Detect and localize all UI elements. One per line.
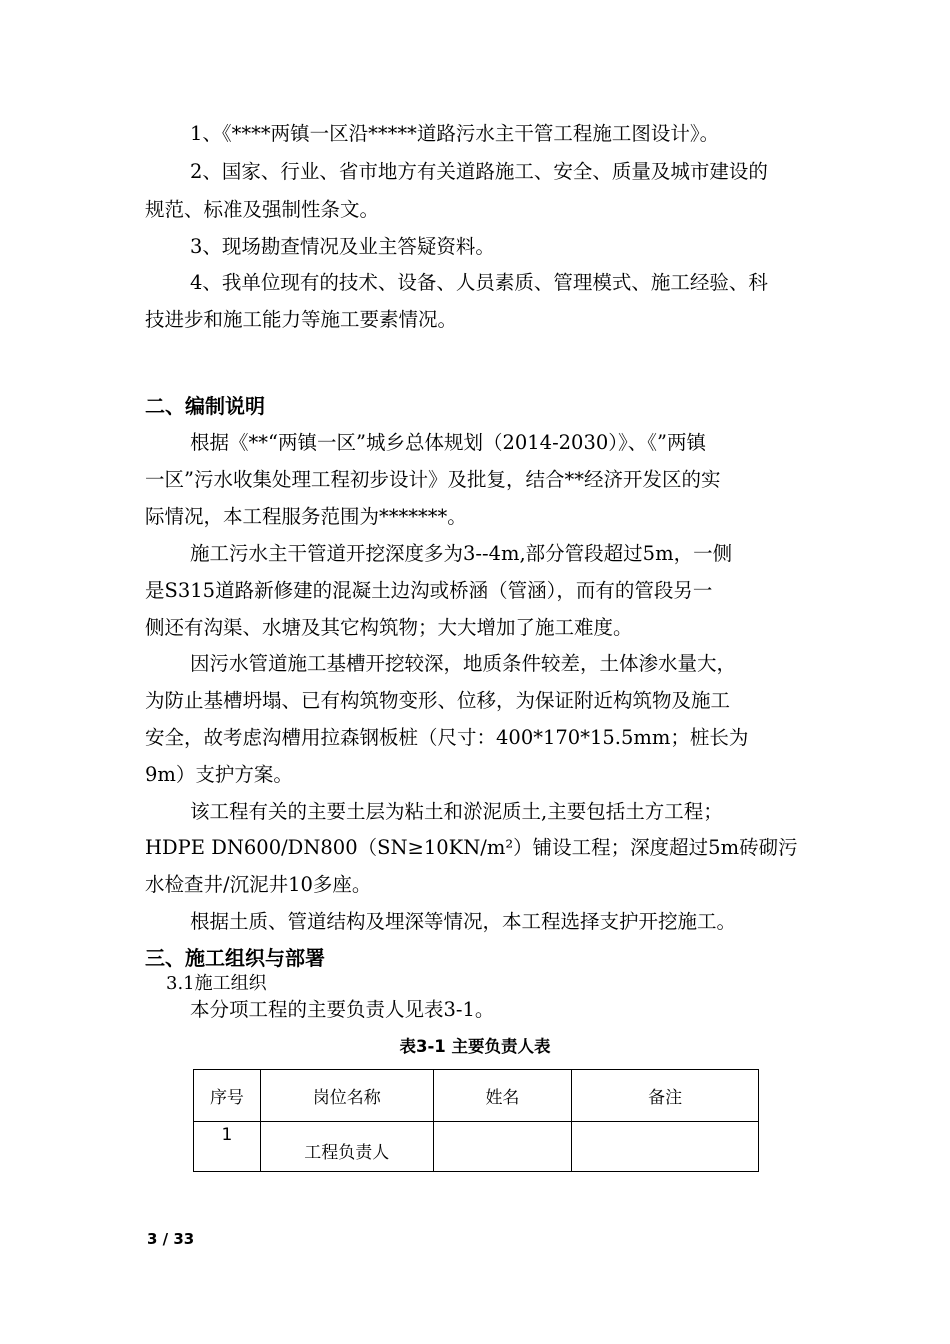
- table-cell-no: 1: [194, 1122, 261, 1172]
- section-heading-organization: 三、施工组织与部署: [145, 946, 325, 970]
- paragraph-line: 为防止基槽坍塌、已有构筑物变形、位移，为保证附近构筑物及施工: [145, 689, 731, 712]
- paragraph-line: 根据《**“两镇一区”城乡总体规划（2014-2030）》、《”两镇: [190, 431, 706, 454]
- paragraph-line: 该工程有关的主要土层为粘土和淤泥质土,主要包括土方工程；: [190, 800, 723, 823]
- basis-item-3: 3、现场勘查情况及业主答疑资料。: [190, 235, 495, 258]
- table-cell-note: [572, 1122, 759, 1172]
- paragraph-line: 水检查井/沉泥井10多座。: [145, 873, 372, 896]
- table-intro: 本分项工程的主要负责人见表3-1。: [190, 998, 495, 1021]
- table-header-cell: 备注: [572, 1070, 759, 1122]
- basis-item-4-line2: 技进步和施工能力等施工要素情况。: [145, 308, 458, 331]
- table-header-cell: 姓名: [433, 1070, 572, 1122]
- paragraph-line: HDPE DN600/DN800（SN≥10KN/m²）铺设工程；深度超过5m砖砌污: [145, 836, 798, 859]
- paragraph-line: 施工污水主干管道开挖深度多为3--4m,部分管段超过5m，一侧: [190, 542, 733, 565]
- paragraph-line: 际情况，本工程服务范围为*******。: [145, 505, 467, 528]
- paragraph-line: 安全，故考虑沟槽用拉森钢板桩（尺寸：400*170*15.5mm；桩长为: [145, 726, 749, 749]
- paragraph-line: 因污水管道施工基槽开挖较深，地质条件较差，土体渗水量大，: [190, 652, 737, 675]
- table-cell-name: [433, 1122, 572, 1172]
- table-caption: 表3-1 主要负责人表: [399, 1037, 551, 1056]
- responsible-persons-table: [193, 1069, 759, 1172]
- paragraph-line: 9m）支护方案。: [145, 763, 293, 786]
- page-number: 3 / 33: [147, 1230, 195, 1248]
- basis-item-2-line2: 规范、标准及强制性条文。: [145, 198, 380, 221]
- table-header-row: [194, 1070, 759, 1122]
- basis-item-4-line1: 4、我单位现有的技术、设备、人员素质、管理模式、施工经验、科: [190, 271, 768, 294]
- table-header-cell: 岗位名称: [260, 1070, 433, 1122]
- table-header-cell: 序号: [194, 1070, 261, 1122]
- subsection-heading: 3.1施工组织: [166, 973, 267, 994]
- basis-item-1: 1、《****两镇一区沿*****道路污水主干管工程施工图设计》。: [190, 122, 720, 145]
- basis-item-2-line1: 2、国家、行业、省市地方有关道路施工、安全、质量及城市建设的: [190, 160, 768, 183]
- table-row: [194, 1122, 759, 1172]
- paragraph-line: 是S315道路新修建的混凝土边沟或桥涵（管涵），而有的管段另一: [145, 579, 713, 602]
- table-cell-role: 工程负责人: [260, 1122, 433, 1172]
- paragraph-line: 根据土质、管道结构及埋深等情况，本工程选择支护开挖施工。: [190, 910, 737, 933]
- paragraph-line: 一区”污水收集处理工程初步设计》及批复，结合**经济开发区的实: [145, 468, 721, 491]
- section-heading-compilation: 二、编制说明: [145, 394, 265, 418]
- paragraph-line: 侧还有沟渠、水塘及其它构筑物；大大增加了施工难度。: [145, 616, 633, 639]
